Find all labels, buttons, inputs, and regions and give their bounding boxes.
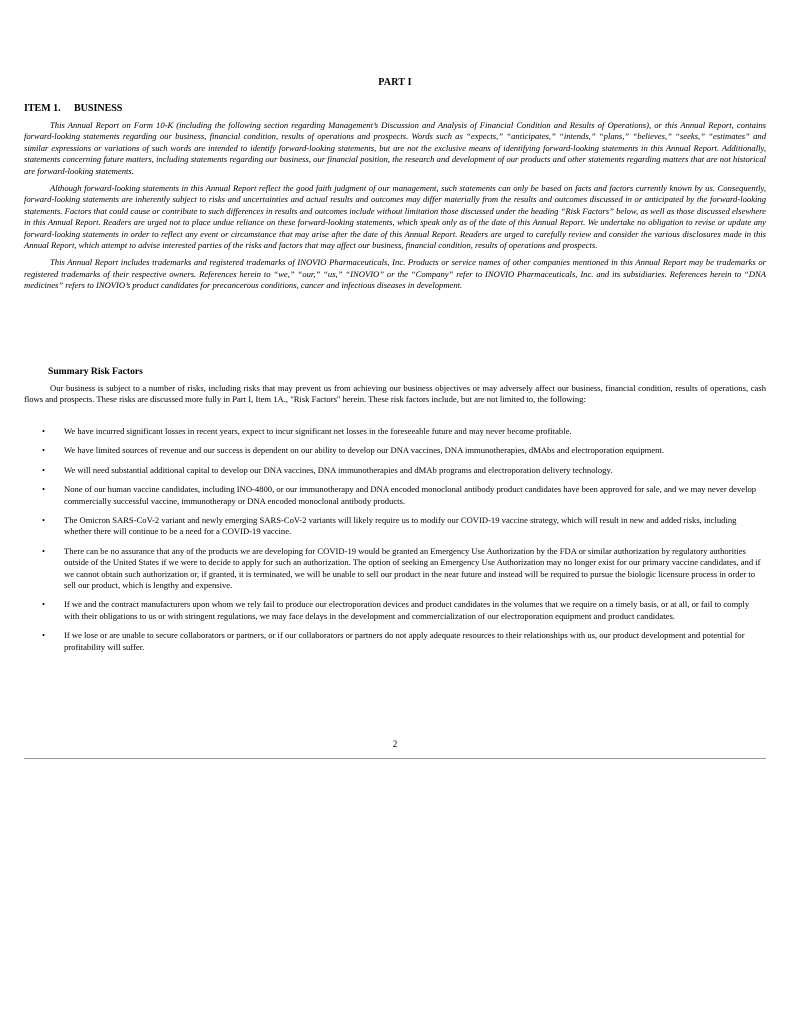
list-item — [24, 546, 766, 592]
item-heading — [24, 103, 122, 114]
item-title: BUSINESS — [74, 103, 123, 114]
page-number: 2 — [392, 739, 398, 749]
list-item — [24, 515, 766, 538]
list-item — [24, 599, 766, 622]
bullet-icon: • — [42, 426, 46, 436]
risk-text: There can be no assurance that any of the products we are developing for COVID-19 would be granted an Emergency Use Authorization by the FDA or similar authorization by regulatory authorities outside of the United States if we were to decide to apply for such an authorization. The option of seeking an Emergency Use Authorization may no longer exist for our primary vaccine candidates, and if we cannot obtain such authorization or, if granted, it is terminated, we will be unable to sell our product in the near future and instead will be required to pursue the biologic licensure process in order to sell our product, which is lengthy and expensive. — [64, 545, 761, 591]
bullet-icon: • — [42, 445, 46, 456]
page-divider — [24, 758, 766, 759]
risk-text: We have limited sources of revenue and our success is dependent on our ability to develop our DNA vaccines, DNA immunotherapies, dMAbs and electroporation equipment. — [64, 445, 664, 456]
risk-factor-list — [24, 426, 766, 661]
forward-looking-paragraph: This Annual Report on Form 10-K (including the following section regarding Management’s Discussion and Analysis of Financial Condition and Results of Operations), or this Annual Report, contains forward-looking statements regarding our business, financial condition, results of operations and prospects. Words such as “expects,” “anticipates,” “intends,” “plans,” “believes,” “seeks,” “estimates” and similar expressions or variations of such words are intended to identify forward-looking statements, but are not the exclusive means of identifying forward-looking statements in this Annual Report. Additionally, statements concerning future matters, including statements regarding our business, our financial position, the research and development of our products and other statements regarding matters that are not historical are forward-looking statements. — [24, 120, 766, 176]
risk-text: The Omicron SARS-CoV-2 variant and newly emerging SARS-CoV-2 variants will likely require us to modify our COVID-19 vaccine strategy, which will result in new and added risks, including whether there will continue to be a need for a COVID-19 vaccine. — [64, 515, 737, 537]
bullet-icon: • — [42, 464, 46, 475]
risk-text: We will need substantial additional capital to develop our DNA vaccines, DNA immunotherapies and dMAb programs and electroporation delivery technology. — [64, 464, 613, 475]
risk-text: If we and the contract manufacturers upon whom we rely fail to produce our electroporation devices and product candidates in the volumes that we require on a timely basis, or at all, or fail to comply with their obligations to us or with stringent regulations, we may face delays in the development and commercialization of our electroporation equipment and product candidates. — [64, 599, 750, 621]
bullet-icon: • — [42, 545, 46, 556]
list-item — [24, 465, 766, 476]
forward-looking-paragraph: Although forward-looking statements in this Annual Report reflect the good faith judgment of our management, such statements can only be based on facts and factors currently known by us. Consequently, forward-looking statements are inherently subject to risks and uncertainties and actual results and outcomes may differ materially from the results and outcomes discussed in or anticipated by the forward-looking statements. Factors that could cause or contribute to such differences in results and outcomes include without limitation those discussed under the heading “Risk Factors” below, as well as those discussed elsewhere in this Annual Report. Readers are urged not to place undue reliance on these forward-looking statements, which speak only as of the date of this Annual Report. We undertake no obligation to revise or update any forward-looking statements in order to reflect any event or circumstance that may arise after the date of this Annual Report. Readers are urged to carefully review and consider the various disclosures made in this Annual Report, which attempt to advise interested parties of the risks and factors that may affect our business, financial condition, results of operations and prospects. — [24, 183, 766, 251]
list-item — [24, 484, 766, 507]
risk-text: None of our human vaccine candidates, including INO-4800, or our immunotherapy and DNA encoded monoclonal antibody product candidates have been approved for sale, and we may never develop commercially successful vaccine, immunotherapy or DNA encoded monoclonal antibody products. — [64, 484, 757, 506]
summary-risk-factors-heading: Summary Risk Factors — [48, 366, 143, 377]
forward-looking-statements — [24, 120, 766, 298]
trademarks-paragraph: This Annual Report includes trademarks and registered trademarks of INOVIO Pharmaceuticals, Inc. Products or service names of other companies mentioned in this Annual Report may be trademarks or registered trademarks of their respective owners. References herein to “we,” “our,” “us,” “INOVIO” or the “Company” refer to INOVIO Pharmaceuticals, Inc. and its subsidiaries. References herein to “DNA medicines” refers to INOVIO’s product candidates for precancerous conditions, cancer and infectious diseases in development. — [24, 257, 766, 291]
list-item — [24, 630, 766, 653]
risk-text: If we lose or are unable to secure collaborators or partners, or if our collaborators or partners do not apply adequate resources to their relationships with us, our product development and potential for profitability will suffer. — [64, 630, 745, 652]
list-item — [24, 445, 766, 456]
bullet-icon: • — [42, 484, 46, 495]
risk-text: We have incurred significant losses in recent years, expect to incur significant net losses in the foreseeable future and may never become profitable. — [64, 426, 572, 436]
bullet-icon: • — [42, 599, 46, 610]
list-item — [24, 426, 766, 437]
bullet-icon: • — [42, 630, 46, 641]
part-title: PART I — [378, 77, 412, 88]
item-number: ITEM 1. — [24, 103, 61, 114]
summary-intro-paragraph: Our business is subject to a number of risks, including risks that may prevent us from achieving our business objectives or may adversely affect our business, financial condition, results of operations, cash flows and prospects. These risks are discussed more fully in Part I, Item 1A., "Risk Factors" herein. These risk factors include, but are not limited to, the following: — [24, 383, 766, 405]
bullet-icon: • — [42, 515, 46, 526]
